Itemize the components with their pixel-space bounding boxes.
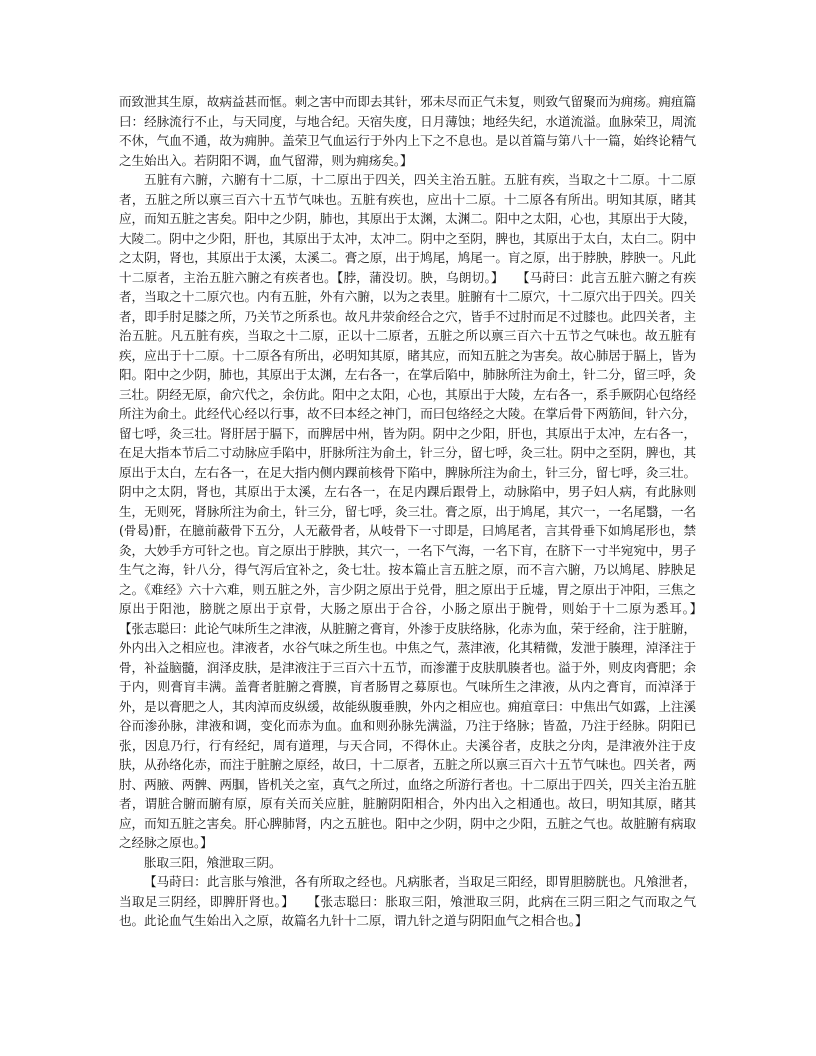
document-page	[119, 92, 721, 931]
paragraph-twelve-sources: 五脏有六腑，六腑有十二原，十二原出于四关，四关主治五脏。五脏有疾，当取之十二原。十二原者，五脏之所以禀三百六十五节气味也。五脏有疾也，应出十二原。十二原各有所出。明知其原，睹其应，而知五脏之害矣。阳中之少阴，肺也，其原出于太渊，太渊二。阳中之太阳，心也，其原出于大陵，大陵二。阴中之少阳，肝也，其原出于太冲，太冲二。阴中之至阴，脾也，其原出于太白，太白二。阴中之太阴，肾也，其原出于太溪，太溪二。膏之原，出于鸠尾，鸠尾一。肓之原，出于脖胦，脖胦一。凡此十二原者，主治五脏六腑之有疾者也。【脖，蒲没切。胦，乌朗切。】 【马莳曰：此言五脏六腑之有疾者，当取之十二原穴也。内有五脏，外有六腑，以为之表里。脏腑有十二原穴，十二原穴出于四关。四关者，即手肘足膝之所，乃关节之所系也。故凡井荥俞经合之穴，皆手不过肘而足不过膝也。此四关者，主治五脏。凡五脏有疾，当取之十二原，正以十二原者，五脏之所以禀三百六十五节之气味也。故五脏有疾，应出于十二原。十二原各有所出，必明知其原，睹其应，而知五脏之为害矣。故心肺居于膈上，皆为阳。阳中之少阴，肺也，其原出于太渊，左右各一，在掌后陷中，肺脉所注为俞土，针二分，留三呼，灸三壮。阴经无原，俞穴代之，余仿此。阳中之太阳，心也，其原出于大陵，左右各一，系手厥阴心包络经所注为俞土。此经代心经以行事，故不曰本经之神门，而曰包络经之大陵。在掌后骨下两筋间，针六分，留七呼，灸三壮。肾肝居于膈下，而脾居中州，皆为阴。阴中之少阳，肝也，其原出于太冲，左右各一，在足大指本节后二寸动脉应手陷中，肝脉所注为俞土，针三分，留七呼，灸三壮。阴中之至阴，脾也，其原出于太白，左右各一，在足大指内侧内踝前核骨下陷中，脾脉所注为俞土，针三分，留七呼，灸三壮。阴中之太阴，肾也，其原出于太溪，左右各一，在足内踝后跟骨上，动脉陷中，男子妇人病，有此脉则生，无则死，肾脉所注为俞土，针三分，留七呼，灸三壮。膏之原，出于鸠尾，其穴一，一名尾翳，一名(骨曷)骭，在臆前蔽骨下五分，人无蔽骨者，从岐骨下一寸即是，曰鸠尾者，言其骨垂下如鸠尾形也，禁灸，大妙手方可针之也。肓之原出于脖胦，其穴一，一名下气海，一名下肓，在脐下一寸半宛宛中，男子生气之海，针八分，得气泻后宜补之，灸七壮。按本篇止言五脏之原，而不言六腑，乃以鸠尾、脖胦足之。《难经》六十六难，则五脏之外，言少阴之原出于兑骨，胆之原出于丘墟，胃之原出于冲阳，三焦之原出于阳池，膀胱之原出于京骨，大肠之原出于合谷，小肠之原出于腕骨，则始于十二原为悉耳。】 【张志聪曰：此论气味所生之津液，从脏腑之膏肓，外渗于皮肤络脉，化赤为血，荣于经俞，注于脏腑，外内出入之相应也。津液者，水谷气味之所生也。中焦之气，蒸津液，化其精微，发泄于腠理，淖泽注于骨，补益脑髓，润泽皮肤，是津液注于三百六十五节，而渗灌于皮肤肌腠者也。溢于外，则皮肉膏肥；余于内，则膏肓丰满。盖膏者脏腑之膏膜，肓者肠胃之募原也。气味所生之津液，从内之膏肓，而淖泽于外，是以膏肥之人，其肉淖而皮纵缓，故能纵腹垂腴，外内之相应也。痈疽章曰：中焦出气如露，上注溪谷而渗孙脉，津液和调，变化而赤为血。血和则孙脉先满溢，乃注于络脉；皆盈，乃注于经脉。阴阳已张，因息乃行，行有经纪，周有道理，与天合同，不得休止。夫溪谷者，皮肤之分肉，是津液外注于皮肤，从孙络化赤，而注于脏腑之原经，故曰，十二原者，五脏之所以禀三百六十五节气味也。四关者，两肘、两腋、两髀、两腘，皆机关之室，真气之所过，血络之所游行者也。十二原出于四关，四关主治五脏者，谓脏合腑而腑有原，原有关而关应脏，脏腑阴阳相合，外内出入之相通也。故曰，明知其原，睹其应，而知五脏之害矣。肝心脾肺肾，内之五脏也。阳中之少阴，阴中之少阳，五脏之气也。故脏腑有病取之经脉之原也。】	[119, 172, 721, 850]
paragraph-continuation: 而致泄其生原，故病益甚而恇。刺之害中而即去其针，邪未尽而正气未复，则致气留聚而为痈疡。痈疽篇曰：经脉流行不止，与天同度，与地合纪。天宿失度，日月薄蚀；地经失纪，水道流溢。血脉荣卫，周流不休，气血不通，故为痈肿。盖荣卫气血运行于外内上下之不息也。是以首篇与第八十一篇，始终论精气之生始出入。若阴阳不调，血气留滞，则为痈疡矣。】	[119, 94, 696, 168]
paragraph-distension-heading: 胀取三阳，飧泄取三阴。	[144, 854, 282, 870]
paragraph-distension-commentary: 【马莳曰：此言胀与飧泄，各有所取之经也。凡病胀者，当取足三阳经，即胃胆膀胱也。凡飧泄者，当取足三阴经，即脾肝肾也。】 【张志聪曰：胀取三阳，飧泄取三阴，此病在三阴三阳之气而取之气也。此论血气生始出入之原，故篇名九针十二原，谓九针之道与阴阳血气之相合也。】	[119, 874, 696, 928]
